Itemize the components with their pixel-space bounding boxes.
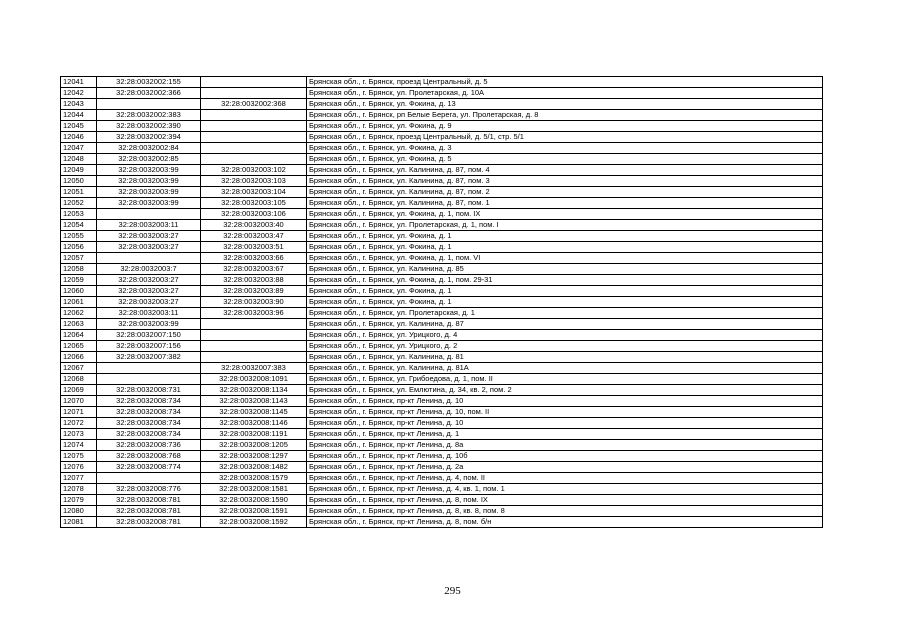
cadastral-number-cell <box>201 121 307 132</box>
row-number-cell: 12044 <box>61 110 97 121</box>
row-number-cell: 12071 <box>61 407 97 418</box>
parent-cadastral-number-cell: 32:28:0032008:781 <box>97 495 201 506</box>
cadastral-number-cell: 32:28:0032003:67 <box>201 264 307 275</box>
row-number-cell: 12065 <box>61 341 97 352</box>
cadastral-number-cell: 32:28:0032003:66 <box>201 253 307 264</box>
cadastral-number-cell: 32:28:0032008:1145 <box>201 407 307 418</box>
row-number-cell: 12064 <box>61 330 97 341</box>
parent-cadastral-number-cell: 32:28:0032008:734 <box>97 407 201 418</box>
address-cell: Брянская обл., г. Брянск, ул. Фокина, д. 3 <box>307 143 823 154</box>
parent-cadastral-number-cell: 32:28:0032003:99 <box>97 198 201 209</box>
cadastral-number-cell <box>201 77 307 88</box>
table-row <box>61 363 823 374</box>
cadastral-number-cell <box>201 132 307 143</box>
parent-cadastral-number-cell: 32:28:0032003:27 <box>97 297 201 308</box>
table-row <box>61 88 823 99</box>
address-cell: Брянская обл., г. Брянск, проезд Центральный, д. 5 <box>307 77 823 88</box>
row-number-cell: 12041 <box>61 77 97 88</box>
address-cell: Брянская обл., г. Брянск, пр-кт Ленина, д. 4, кв. 1, пом. 1 <box>307 484 823 495</box>
parent-cadastral-number-cell: 32:28:0032008:776 <box>97 484 201 495</box>
parent-cadastral-number-cell: 32:28:0032007:150 <box>97 330 201 341</box>
cadastral-number-cell: 32:28:0032007:383 <box>201 363 307 374</box>
row-number-cell: 12080 <box>61 506 97 517</box>
row-number-cell: 12070 <box>61 396 97 407</box>
cadastral-number-cell <box>201 154 307 165</box>
row-number-cell: 12066 <box>61 352 97 363</box>
parent-cadastral-number-cell <box>97 363 201 374</box>
table-row <box>61 99 823 110</box>
parent-cadastral-number-cell: 32:28:0032002:366 <box>97 88 201 99</box>
parent-cadastral-number-cell <box>97 374 201 385</box>
page-number: 295 <box>444 585 461 597</box>
row-number-cell: 12057 <box>61 253 97 264</box>
cadastral-number-cell: 32:28:0032008:1579 <box>201 473 307 484</box>
parent-cadastral-number-cell: 32:28:0032003:11 <box>97 308 201 319</box>
address-cell: Брянская обл., г. Брянск, ул. Фокина, д. 1 <box>307 242 823 253</box>
parent-cadastral-number-cell: 32:28:0032003:27 <box>97 286 201 297</box>
address-cell: Брянская обл., г. Брянск, пр-кт Ленина, д. 10, пом. II <box>307 407 823 418</box>
table-row <box>61 473 823 484</box>
table-row <box>61 385 823 396</box>
parent-cadastral-number-cell: 32:28:0032008:768 <box>97 451 201 462</box>
row-number-cell: 12051 <box>61 187 97 198</box>
table-row <box>61 132 823 143</box>
row-number-cell: 12072 <box>61 418 97 429</box>
row-number-cell: 12078 <box>61 484 97 495</box>
table-row <box>61 297 823 308</box>
table-row <box>61 308 823 319</box>
table-row <box>61 77 823 88</box>
address-cell: Брянская обл., г. Брянск, пр-кт Ленина, д. 10б <box>307 451 823 462</box>
parent-cadastral-number-cell: 32:28:0032003:27 <box>97 242 201 253</box>
cadastral-number-cell: 32:28:0032008:1581 <box>201 484 307 495</box>
row-number-cell: 12073 <box>61 429 97 440</box>
row-number-cell: 12053 <box>61 209 97 220</box>
address-cell: Брянская обл., г. Брянск, пр-кт Ленина, д. 1 <box>307 429 823 440</box>
parent-cadastral-number-cell: 32:28:0032003:99 <box>97 319 201 330</box>
table-row <box>61 231 823 242</box>
address-cell: Брянская обл., г. Брянск, ул. Калинина, д. 87, пом. 2 <box>307 187 823 198</box>
registry-table-body <box>61 77 823 528</box>
table-row <box>61 121 823 132</box>
row-number-cell: 12068 <box>61 374 97 385</box>
cadastral-number-cell: 32:28:0032008:1134 <box>201 385 307 396</box>
cadastral-number-cell: 32:28:0032008:1482 <box>201 462 307 473</box>
parent-cadastral-number-cell: 32:28:0032003:11 <box>97 220 201 231</box>
table-row <box>61 484 823 495</box>
table-row <box>61 506 823 517</box>
cadastral-number-cell: 32:28:0032002:368 <box>201 99 307 110</box>
table-row <box>61 451 823 462</box>
cadastral-number-cell: 32:28:0032003:51 <box>201 242 307 253</box>
parent-cadastral-number-cell: 32:28:0032003:7 <box>97 264 201 275</box>
table-row <box>61 341 823 352</box>
row-number-cell: 12062 <box>61 308 97 319</box>
cadastral-number-cell: 32:28:0032003:96 <box>201 308 307 319</box>
cadastral-number-cell: 32:28:0032003:89 <box>201 286 307 297</box>
cadastral-number-cell <box>201 143 307 154</box>
address-cell: Брянская обл., г. Брянск, ул. Пролетарская, д. 1 <box>307 308 823 319</box>
cadastral-number-cell: 32:28:0032003:47 <box>201 231 307 242</box>
cadastral-number-cell: 32:28:0032008:1297 <box>201 451 307 462</box>
row-number-cell: 12063 <box>61 319 97 330</box>
row-number-cell: 12056 <box>61 242 97 253</box>
address-cell: Брянская обл., г. Брянск, ул. Калинина, д. 87 <box>307 319 823 330</box>
address-cell: Брянская обл., г. Брянск, ул. Фокина, д. 9 <box>307 121 823 132</box>
address-cell: Брянская обл., г. Брянск, ул. Фокина, д. 1, пом. IX <box>307 209 823 220</box>
row-number-cell: 12049 <box>61 165 97 176</box>
cadastral-number-cell <box>201 319 307 330</box>
parent-cadastral-number-cell: 32:28:0032008:781 <box>97 506 201 517</box>
parent-cadastral-number-cell: 32:28:0032003:27 <box>97 231 201 242</box>
address-cell: Брянская обл., г. Брянск, ул. Фокина, д. 1 <box>307 286 823 297</box>
parent-cadastral-number-cell: 32:28:0032007:156 <box>97 341 201 352</box>
row-number-cell: 12060 <box>61 286 97 297</box>
cadastral-number-cell <box>201 330 307 341</box>
parent-cadastral-number-cell: 32:28:0032008:731 <box>97 385 201 396</box>
row-number-cell: 12079 <box>61 495 97 506</box>
row-number-cell: 12043 <box>61 99 97 110</box>
address-cell: Брянская обл., г. Брянск, ул. Емлютина, д. 34, кв. 2, пом. 2 <box>307 385 823 396</box>
address-cell: Брянская обл., г. Брянск, пр-кт Ленина, д. 8, кв. 8, пом. 8 <box>307 506 823 517</box>
row-number-cell: 12069 <box>61 385 97 396</box>
address-cell: Брянская обл., г. Брянск, пр-кт Ленина, д. 10 <box>307 396 823 407</box>
table-row <box>61 198 823 209</box>
parent-cadastral-number-cell <box>97 99 201 110</box>
table-row <box>61 396 823 407</box>
address-cell: Брянская обл., г. Брянск, ул. Калинина, д. 87, пом. 1 <box>307 198 823 209</box>
address-cell: Брянская обл., г. Брянск, ул. Урицкого, д. 2 <box>307 341 823 352</box>
table-row <box>61 187 823 198</box>
address-cell: Брянская обл., г. Брянск, ул. Калинина, д. 85 <box>307 264 823 275</box>
parent-cadastral-number-cell: 32:28:0032002:155 <box>97 77 201 88</box>
row-number-cell: 12061 <box>61 297 97 308</box>
parent-cadastral-number-cell: 32:28:0032007:382 <box>97 352 201 363</box>
address-cell: Брянская обл., г. Брянск, ул. Грибоедова, д. 1, пом. II <box>307 374 823 385</box>
parent-cadastral-number-cell: 32:28:0032003:27 <box>97 275 201 286</box>
table-row <box>61 165 823 176</box>
address-cell: Брянская обл., г. Брянск, ул. Калинина, д. 87, пом. 4 <box>307 165 823 176</box>
parent-cadastral-number-cell: 32:28:0032003:99 <box>97 187 201 198</box>
address-cell: Брянская обл., г. Брянск, пр-кт Ленина, д. 8а <box>307 440 823 451</box>
parent-cadastral-number-cell: 32:28:0032002:84 <box>97 143 201 154</box>
parent-cadastral-number-cell: 32:28:0032002:390 <box>97 121 201 132</box>
address-cell: Брянская обл., г. Брянск, ул. Фокина, д. 1 <box>307 231 823 242</box>
address-cell: Брянская обл., г. Брянск, пр-кт Ленина, д. 8, пом. б/н <box>307 517 823 528</box>
table-row <box>61 110 823 121</box>
table-row <box>61 374 823 385</box>
table-row <box>61 407 823 418</box>
table-row <box>61 275 823 286</box>
parent-cadastral-number-cell: 32:28:0032008:734 <box>97 418 201 429</box>
address-cell: Брянская обл., г. Брянск, ул. Фокина, д. 13 <box>307 99 823 110</box>
address-cell: Брянская обл., г. Брянск, пр-кт Ленина, д. 10 <box>307 418 823 429</box>
address-cell: Брянская обл., г. Брянск, ул. Фокина, д. 5 <box>307 154 823 165</box>
parent-cadastral-number-cell <box>97 209 201 220</box>
cadastral-registry-table <box>60 76 823 528</box>
table-row <box>61 429 823 440</box>
cadastral-number-cell <box>201 341 307 352</box>
parent-cadastral-number-cell: 32:28:0032002:85 <box>97 154 201 165</box>
parent-cadastral-number-cell: 32:28:0032003:99 <box>97 165 201 176</box>
cadastral-number-cell: 32:28:0032008:1191 <box>201 429 307 440</box>
address-cell: Брянская обл., г. Брянск, ул. Пролетарская, д. 10А <box>307 88 823 99</box>
parent-cadastral-number-cell <box>97 253 201 264</box>
table-row <box>61 154 823 165</box>
address-cell: Брянская обл., г. Брянск, ул. Фокина, д. 1, пом. VI <box>307 253 823 264</box>
table-row <box>61 352 823 363</box>
cadastral-number-cell <box>201 110 307 121</box>
cadastral-number-cell <box>201 352 307 363</box>
address-cell: Брянская обл., г. Брянск, ул. Фокина, д. 1 <box>307 297 823 308</box>
parent-cadastral-number-cell: 32:28:0032002:383 <box>97 110 201 121</box>
parent-cadastral-number-cell: 32:28:0032008:736 <box>97 440 201 451</box>
row-number-cell: 12042 <box>61 88 97 99</box>
table-row <box>61 495 823 506</box>
row-number-cell: 12077 <box>61 473 97 484</box>
cadastral-number-cell: 32:28:0032003:90 <box>201 297 307 308</box>
cadastral-number-cell: 32:28:0032003:104 <box>201 187 307 198</box>
row-number-cell: 12075 <box>61 451 97 462</box>
table-row <box>61 418 823 429</box>
row-number-cell: 12047 <box>61 143 97 154</box>
cadastral-number-cell: 32:28:0032008:1591 <box>201 506 307 517</box>
parent-cadastral-number-cell: 32:28:0032008:734 <box>97 396 201 407</box>
address-cell: Брянская обл., г. Брянск, ул. Урицкого, д. 4 <box>307 330 823 341</box>
table-row <box>61 253 823 264</box>
cadastral-number-cell: 32:28:0032008:1590 <box>201 495 307 506</box>
table-row <box>61 517 823 528</box>
parent-cadastral-number-cell: 32:28:0032003:99 <box>97 176 201 187</box>
cadastral-number-cell: 32:28:0032003:40 <box>201 220 307 231</box>
parent-cadastral-number-cell: 32:28:0032002:394 <box>97 132 201 143</box>
parent-cadastral-number-cell: 32:28:0032008:734 <box>97 429 201 440</box>
table-row <box>61 143 823 154</box>
cadastral-number-cell: 32:28:0032008:1146 <box>201 418 307 429</box>
cadastral-number-cell: 32:28:0032003:102 <box>201 165 307 176</box>
cadastral-number-cell: 32:28:0032008:1592 <box>201 517 307 528</box>
cadastral-number-cell: 32:28:0032003:106 <box>201 209 307 220</box>
row-number-cell: 12054 <box>61 220 97 231</box>
cadastral-number-cell: 32:28:0032003:105 <box>201 198 307 209</box>
row-number-cell: 12045 <box>61 121 97 132</box>
parent-cadastral-number-cell: 32:28:0032008:774 <box>97 462 201 473</box>
address-cell: Брянская обл., г. Брянск, пр-кт Ленина, д. 2а <box>307 462 823 473</box>
table-row <box>61 176 823 187</box>
address-cell: Брянская обл., г. Брянск, ул. Пролетарская, д. 1, пом. I <box>307 220 823 231</box>
table-row <box>61 209 823 220</box>
row-number-cell: 12081 <box>61 517 97 528</box>
row-number-cell: 12067 <box>61 363 97 374</box>
row-number-cell: 12076 <box>61 462 97 473</box>
table-row <box>61 319 823 330</box>
row-number-cell: 12058 <box>61 264 97 275</box>
row-number-cell: 12059 <box>61 275 97 286</box>
address-cell: Брянская обл., г. Брянск, ул. Калинина, д. 81А <box>307 363 823 374</box>
row-number-cell: 12074 <box>61 440 97 451</box>
parent-cadastral-number-cell: 32:28:0032008:781 <box>97 517 201 528</box>
cadastral-number-cell: 32:28:0032008:1091 <box>201 374 307 385</box>
table-row <box>61 286 823 297</box>
row-number-cell: 12055 <box>61 231 97 242</box>
address-cell: Брянская обл., г. Брянск, пр-кт Ленина, д. 4, пом. II <box>307 473 823 484</box>
cadastral-number-cell <box>201 88 307 99</box>
row-number-cell: 12050 <box>61 176 97 187</box>
cadastral-number-cell: 32:28:0032003:103 <box>201 176 307 187</box>
cadastral-number-cell: 32:28:0032003:88 <box>201 275 307 286</box>
table-row <box>61 264 823 275</box>
address-cell: Брянская обл., г. Брянск, рп Белые Берега, ул. Пролетарская, д. 8 <box>307 110 823 121</box>
table-row <box>61 440 823 451</box>
table-row <box>61 330 823 341</box>
row-number-cell: 12046 <box>61 132 97 143</box>
parent-cadastral-number-cell <box>97 473 201 484</box>
address-cell: Брянская обл., г. Брянск, ул. Калинина, д. 87, пом. 3 <box>307 176 823 187</box>
table-row <box>61 220 823 231</box>
address-cell: Брянская обл., г. Брянск, ул. Фокина, д. 1, пом. 29-31 <box>307 275 823 286</box>
cadastral-number-cell: 32:28:0032008:1205 <box>201 440 307 451</box>
address-cell: Брянская обл., г. Брянск, пр-кт Ленина, д. 8, пом. IX <box>307 495 823 506</box>
table-row <box>61 462 823 473</box>
row-number-cell: 12048 <box>61 154 97 165</box>
address-cell: Брянская обл., г. Брянск, ул. Калинина, д. 81 <box>307 352 823 363</box>
row-number-cell: 12052 <box>61 198 97 209</box>
table-row <box>61 242 823 253</box>
address-cell: Брянская обл., г. Брянск, проезд Центральный, д. 5/1, стр. 5/1 <box>307 132 823 143</box>
cadastral-number-cell: 32:28:0032008:1143 <box>201 396 307 407</box>
